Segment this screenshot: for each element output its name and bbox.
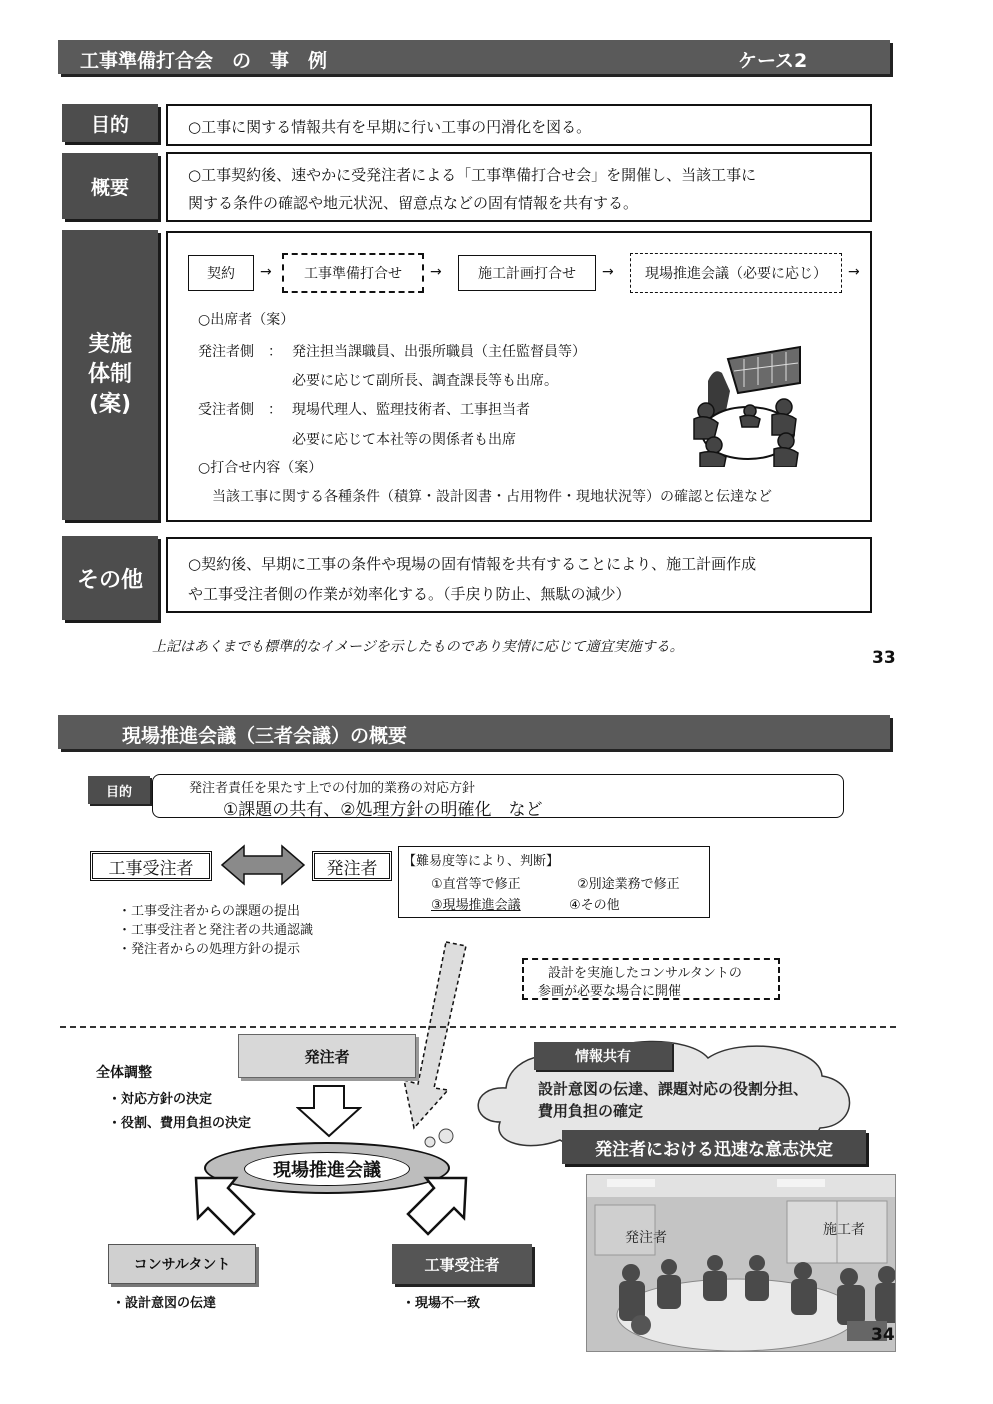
contractor-box-bottom: 工事受注者 — [392, 1244, 532, 1284]
page2-page-number: 34 — [871, 1325, 895, 1345]
contractor-side-line-2: 必要に応じて本社等の関係者も出席 — [292, 432, 516, 448]
content-text: 当該工事に関する各種条件（積算・設計図書・占用物件・現地状況等）の確認と伝達など — [212, 489, 772, 505]
contractor-note: ・現場不一致 — [402, 1296, 481, 1311]
contractor-side-label: 受注者側 ： — [198, 402, 282, 418]
flow-plan-meeting: 施工計画打合せ — [458, 255, 596, 291]
flow-arrow-3: → — [602, 264, 614, 280]
meeting-illustration — [688, 341, 804, 467]
flow-arrow-4: → — [848, 264, 860, 280]
other-box — [166, 537, 872, 613]
page1-title: 工事準備打合会 の 事 例 — [80, 50, 328, 72]
consultant-note-line-1: 設計を実施したコンサルタントの — [548, 966, 742, 981]
orderer-side-label: 発注者側 ： — [198, 344, 282, 360]
meeting-photo-scene — [587, 1175, 895, 1351]
attendees-heading: ○出席者（案） — [198, 312, 295, 328]
orderer-side-line-1: 発注担当課職員、出張所職員（主任監督員等） — [292, 344, 586, 360]
info-share-label: 情報共有 — [534, 1042, 672, 1070]
p2-bullet-3: ・発注者からの処理方針の提示 — [118, 942, 301, 957]
decision-banner: 発注者における迅速な意志決定 — [562, 1130, 866, 1164]
overall-item-1: ・対応方針の決定 — [108, 1092, 213, 1107]
judgment-box — [398, 846, 710, 918]
flow-site-meeting: 現場推進会議（必要に応じ） — [630, 253, 842, 293]
up-arrow-right-icon — [404, 1174, 474, 1244]
meeting-title: 現場推進会議 — [273, 1160, 381, 1181]
judgment-opt-3: ③現場推進会議 — [431, 898, 521, 913]
page1-page-number: 33 — [872, 648, 896, 668]
implementation-label-line-1: 実施 — [87, 332, 132, 357]
contractor-side-line-1: 現場代理人、監理技術者、工事担当者 — [292, 402, 530, 418]
photo-label-orderer: 発注者 — [625, 1230, 667, 1246]
purpose-box — [166, 104, 872, 146]
purpose-text: ○工事に関する情報共有を早期に行い工事の円滑化を図る。 — [188, 118, 592, 136]
case-label: ケース2 — [738, 50, 808, 72]
content-heading: ○打合せ内容（案） — [198, 460, 323, 476]
flow-arrow-2: → — [430, 264, 442, 280]
orderer-top-box: 発注者 — [238, 1034, 416, 1078]
flow-contract: 契約 — [188, 255, 254, 291]
info-share-line-1: 設計意図の伝達、課題対応の役割分担、 — [538, 1080, 809, 1098]
page1-footnote: 上記はあくまでも標準的なイメージを示したものであり実情に応じて適宜実施する。 — [152, 639, 684, 655]
consultant-box: コンサルタント — [108, 1244, 256, 1284]
judgment-opt-4: ④その他 — [569, 898, 620, 913]
page1-title-banner — [58, 40, 890, 74]
flow-arrow-1: → — [260, 264, 272, 280]
meeting-ellipse-inner — [244, 1152, 410, 1186]
p2-purpose-box — [152, 774, 844, 818]
other-line-2: や工事受注者側の作業が効率化する。（手戻り防止、無駄の減少） — [188, 585, 631, 603]
overall-item-2: ・役割、費用負担の決定 — [108, 1116, 252, 1131]
down-arrow-icon — [296, 1084, 362, 1138]
meeting-photo — [586, 1174, 896, 1352]
consultant-note: ・設計意図の伝達 — [112, 1296, 217, 1311]
p2-contractor-box: 工事受注者 — [90, 851, 212, 881]
implementation-label-line-3: (案) — [88, 392, 132, 417]
p2-purpose-label: 目的 — [88, 776, 150, 804]
consultant-note-line-2: 参画が必要な場合に開催 — [538, 984, 682, 999]
overview-line-2: 関する条件の確認や地元状況、留意点などの固有情報を共有する。 — [188, 194, 639, 212]
p2-bullet-1: ・工事受注者からの課題の提出 — [118, 904, 301, 919]
double-arrow-icon — [220, 844, 306, 886]
photo-label-builder: 施工者 — [823, 1222, 865, 1238]
p2-orderer-box: 発注者 — [312, 851, 392, 881]
other-line-1: ○契約後、早期に工事の条件や現場の固有情報を共有することにより、施工計画作成 — [188, 555, 757, 573]
overview-line-1: ○工事契約後、速やかに受発注者による「工事準備打合せ会」を開催し、当該工事に — [188, 166, 757, 184]
orderer-side-line-2: 必要に応じて副所長、調査課長等も出席。 — [292, 373, 558, 389]
section-divider — [60, 1026, 896, 1028]
flow-prep-meeting: 工事準備打合せ — [282, 253, 424, 293]
overview-label: 概要 — [62, 153, 158, 219]
p2-purpose-line-1: 発注者責任を果たす上での付加的業務の対応方針 — [189, 781, 476, 796]
overview-box — [166, 152, 872, 222]
judgment-opt-1: ①直営等で修正 — [431, 877, 521, 892]
p2-bullet-2: ・工事受注者と発注者の共通認識 — [118, 923, 314, 938]
p2-purpose-line-2: ①課題の共有、②処理方針の明確化 など — [223, 800, 543, 820]
implementation-label — [62, 230, 158, 520]
up-arrow-left-icon — [188, 1174, 258, 1244]
consultant-note-box — [522, 958, 780, 1000]
overall-title: 全体調整 — [96, 1065, 152, 1081]
implementation-box — [166, 231, 872, 522]
judgment-opt-2: ②別途業務で修正 — [577, 877, 680, 892]
info-share-line-2: 費用負担の確定 — [538, 1102, 644, 1120]
judgment-title: 【難易度等により、判断】 — [403, 854, 560, 869]
page2-title-banner — [58, 715, 890, 749]
other-label: その他 — [62, 536, 158, 620]
implementation-label-line-2: 体制 — [87, 362, 132, 387]
purpose-label: 目的 — [62, 104, 158, 142]
page2-title: 現場推進会議（三者会議）の概要 — [122, 725, 408, 747]
